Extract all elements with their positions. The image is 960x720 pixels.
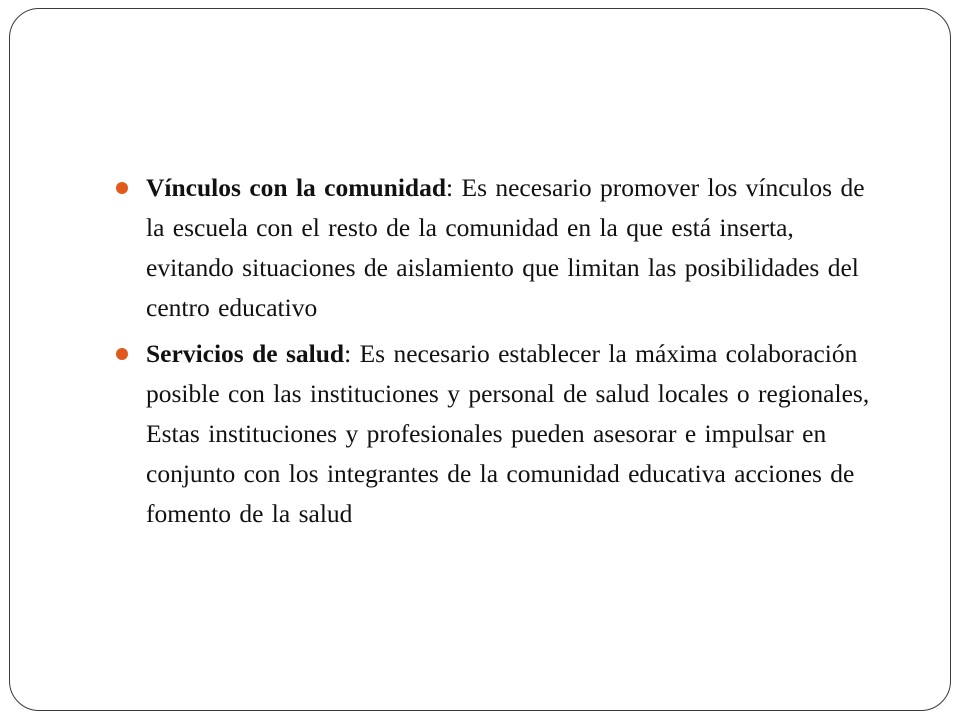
bullet-item-servicios xyxy=(114,334,884,534)
bullet-text xyxy=(146,168,884,328)
slide-frame xyxy=(9,8,951,711)
bullet-term: Vínculos con la comunidad xyxy=(146,173,447,202)
bullet-term: Servicios de salud xyxy=(146,339,345,368)
bullet-dot-icon xyxy=(116,348,128,360)
bullet-text xyxy=(146,334,884,534)
bullet-body: : Es necesario promover los vínculos de la escuela con el resto de la comunidad en la que está inserta, evitando situaciones de aislamiento que limitan las posibilidades del centro educativo xyxy=(146,173,865,322)
bullet-body: : Es necesario establecer la máxima colaboración posible con las instituciones y personal de salud locales o regionales, Estas instituciones y profesionales pueden asesorar e impulsar en conjunto con los integrantes de la comunidad educativa acciones de fomento de la salud xyxy=(146,339,870,528)
bullet-item-vinculos xyxy=(114,168,884,328)
bullet-dot-icon xyxy=(116,182,128,194)
slide-content xyxy=(114,168,884,540)
